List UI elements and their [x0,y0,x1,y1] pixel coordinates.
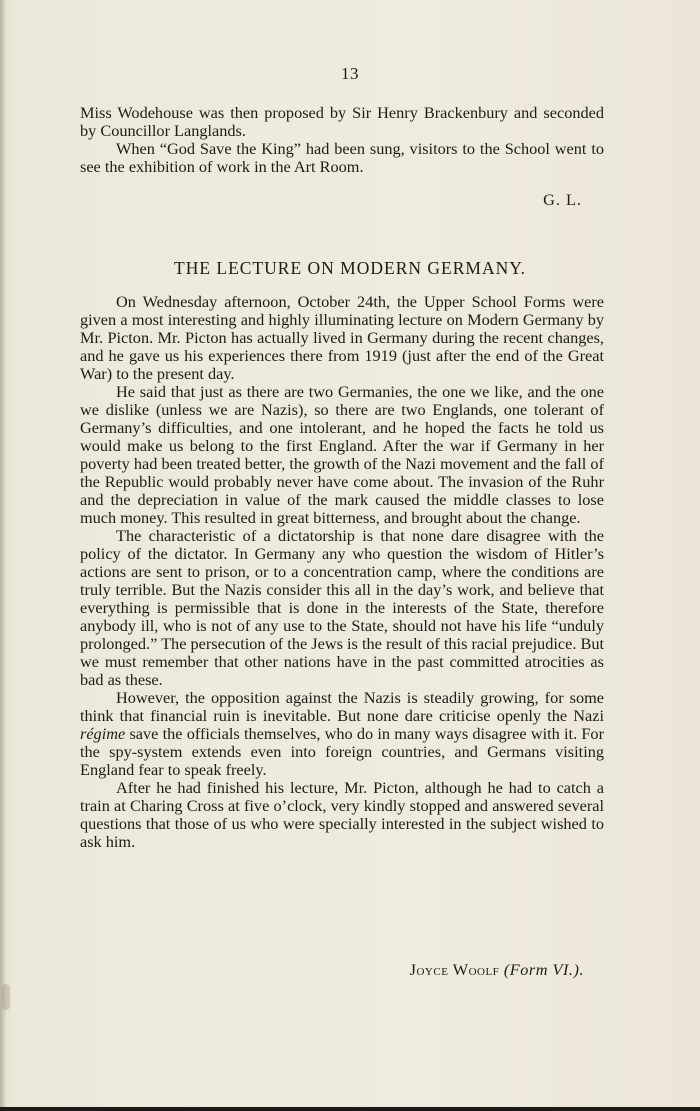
page-smudge [2,984,10,1010]
article-paragraph-4-start: However, the opposition against the Nazis is steadily growing, for some think that financial ruin is inevitable. But none dare criticise openly the Nazi [80,688,604,725]
page-bottom-edge [0,1107,700,1111]
page-number: 13 [341,64,359,83]
opening-paragraph-2: When “God Save the King” had been sung, visitors to the School went to see the exhibition of work in the Art Room. [80,139,604,176]
article-paragraph-3: The characteristic of a dictatorship is that none dare disagree with the policy of the dictator. In Germany any who question the wisdom of Hitler’s actions are sent to prison, or to a concentration camp, where the conditions are truly terrible. But the Nazis consider this all in the day’s work, and believe that everything is permissible that is done in the interests of the State, therefore anybody ill, who is not of any use to the State, should not have his life “unduly prolonged.” The persecution of the Jews is the result of this racial prejudice. But we must remember that other nations have in the past committed atrocities as bad as these. [80,526,604,689]
opening-paragraph-1: Miss Wodehouse was then proposed by Sir Henry Brackenbury and seconded by Councillor Langlands. [80,103,604,140]
article-paragraph-5: After he had finished his lecture, Mr. Picton, although he had to catch a train at Charing Cross at five o’clock, very kindly stopped and answered several questions that those of us who were specially interested in the subject wished to ask him. [80,778,604,851]
article-paragraph-4 [80,689,604,779]
article-paragraph-4-end: save the officials themselves, who do in many ways disagree with it. For the spy-system extends even into foreign countries, and Germans visiting England fear to speak freely. [80,724,604,779]
opening-initials: G. L. [543,190,582,209]
article-signature [410,960,584,980]
page-left-edge [0,0,6,1111]
article-paragraph-1: On Wednesday afternoon, October 24th, the Upper School Forms were given a most interesting and highly illuminating lecture on Modern Germany by Mr. Picton. Mr. Picton has actually lived in Germany during the recent changes, and he gave us his experiences there from 1919 (just after the end of the Great War) to the present day. [80,292,604,383]
opening-text [80,104,604,176]
author-name: Joyce Woolf [409,960,500,979]
article-paragraph-2: He said that just as there are two Germanies, the one we like, and the one we dislike (unless we are Nazis), so there are two Englands, one tolerant of Germany’s difficulties, and one intolerant, and he hoped the facts he told us would make us belong to the first England. After the war if Germany in her poverty had been treated better, the growth of the Nazi movement and the fall of the Republic would probably never have come about. The invasion of the Ruhr and the depreciation in value of the mark caused the middle classes to lose much money. This resulted in great bitterness, and brought about the change. [80,382,604,527]
regime-italic: régime [80,724,126,743]
article-body [80,293,604,851]
author-form: (Form VI.). [503,960,584,979]
article-heading: THE LECTURE ON MODERN GERMANY. [174,258,526,278]
